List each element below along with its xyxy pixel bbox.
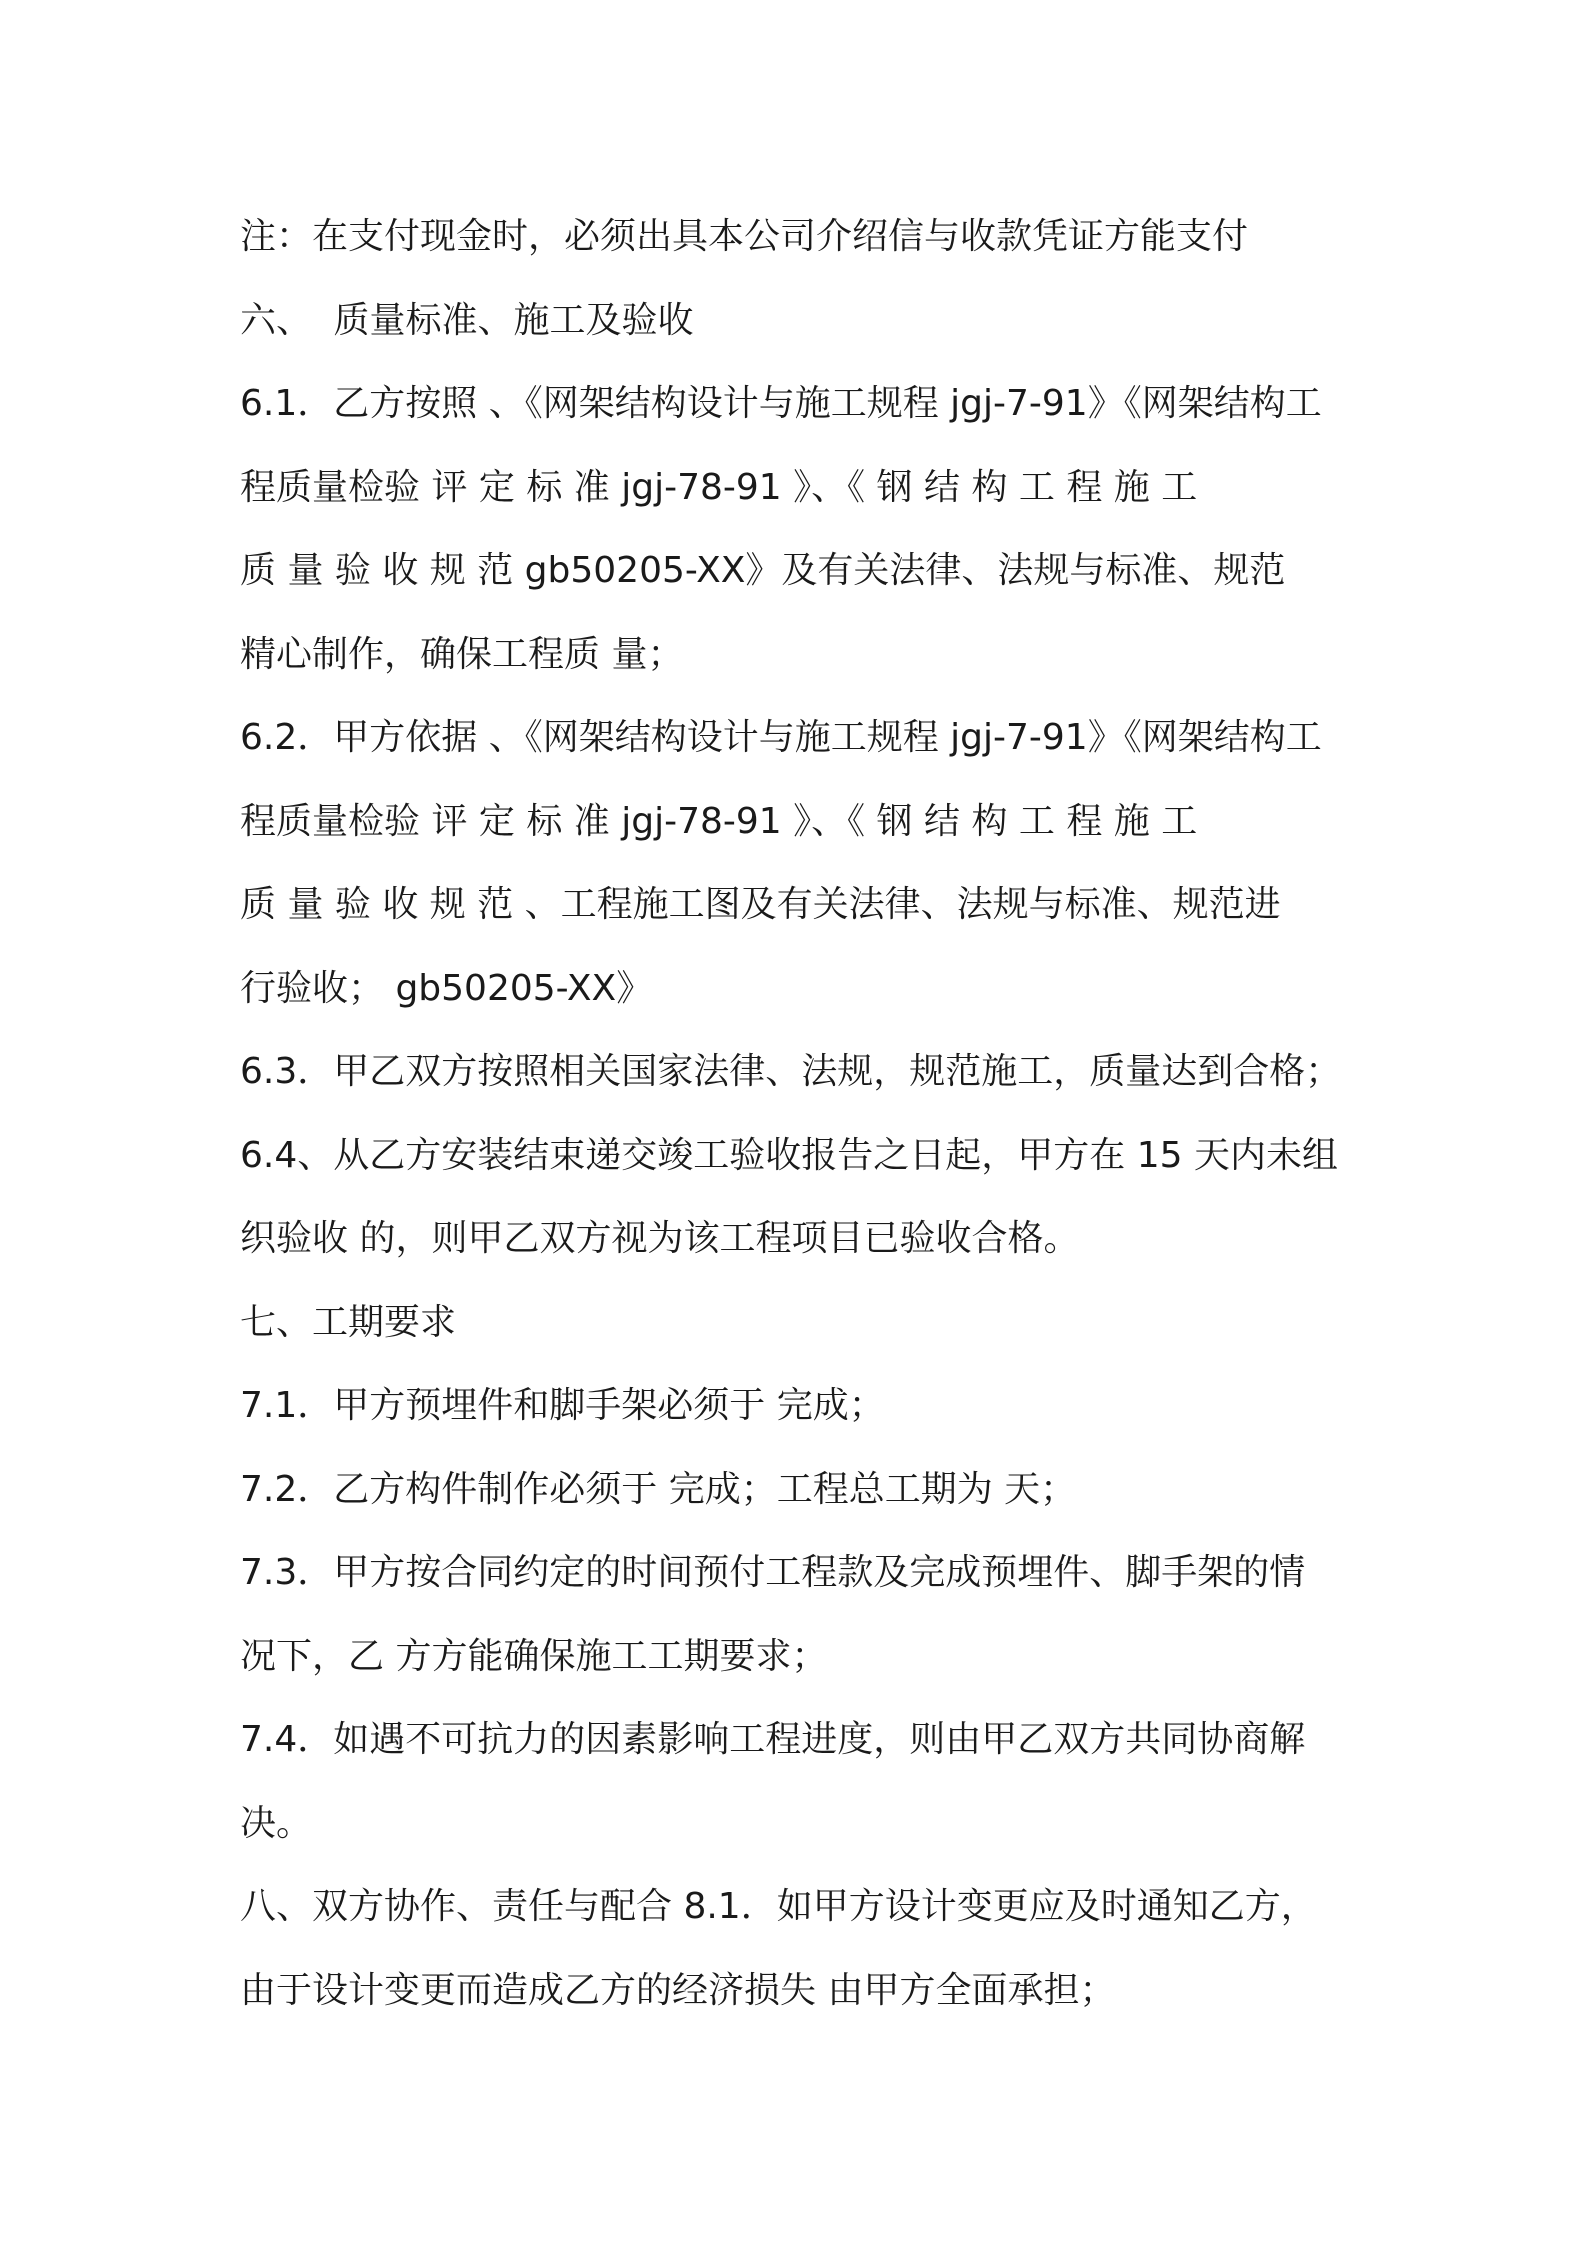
section-6-heading: 六、 质量标准、施工及验收 <box>240 299 694 341</box>
clause-7-1: 7.1．甲方预埋件和脚手架必须于 完成； <box>240 1385 885 1426</box>
document-body <box>240 195 1365 2032</box>
clause-7-3-line-2: 况下，乙 方方能确保施工工期要求； <box>240 1635 828 1677</box>
clause-7-4-line-1: 7.4．如遇不可抗力的因素影响工程进度，则由甲乙双方共同协商解 <box>240 1719 1306 1760</box>
clause-6-3: 6.3．甲乙双方按照相关国家法律、法规，规范施工，质量达到合格； <box>240 1051 1342 1092</box>
clause-7-2: 7.2．乙方构件制作必须于 完成；工程总工期为 天； <box>240 1468 1077 1510</box>
clause-6-2-line-4: 行验收； gb50205-XX》 <box>240 967 653 1009</box>
clause-6-4-line-2: 织验收 的，则甲乙双方视为该工程项目已验收合格。 <box>240 1218 1080 1259</box>
clause-7-4-line-2: 决。 <box>240 1802 313 1844</box>
clause-6-1-line-4: 精心制作，确保工程质 量； <box>240 633 684 675</box>
clause-6-1-line-2: 程质量检验 评 定 标 准 jgj-78-91 》、《 钢 结 构 工 程 施 工 <box>240 466 1198 508</box>
clause-6-1-line-1: 6.1．乙方按照 、《网架结构设计与施工规程 jgj-7-91》《网架结构工 <box>240 383 1322 424</box>
section-7-heading: 七、工期要求 <box>240 1301 457 1343</box>
clause-8-1-line-2: 由于设计变更而造成乙方的经济损失 由甲方全面承担； <box>240 1969 1116 2011</box>
clause-6-2-line-2: 程质量检验 评 定 标 准 jgj-78-91 》、《 钢 结 构 工 程 施 工 <box>240 800 1198 842</box>
section-8-heading-clause-8-1: 八、双方协作、责任与配合 8.1．如甲方设计变更应及时通知乙方， <box>240 1886 1317 1927</box>
clause-6-2-line-3: 质 量 验 收 规 范 、工程施工图及有关法律、法规与标准、规范进 <box>240 884 1281 925</box>
clause-6-1-line-3: 质 量 验 收 规 范 gb50205-XX》及有关法律、法规与标准、规范 <box>240 550 1286 591</box>
note-cash-payment: 注：在支付现金时，必须出具本公司介绍信与收款凭证方能支付 <box>240 216 1249 257</box>
clause-6-2-line-1: 6.2．甲方依据 、《网架结构设计与施工规程 jgj-7-91》《网架结构工 <box>240 717 1322 758</box>
clause-7-3-line-1: 7.3．甲方按合同约定的时间预付工程款及完成预埋件、脚手架的情 <box>240 1552 1306 1593</box>
clause-6-4-line-1: 6.4、从乙方安装结束递交竣工验收报告之日起，甲方在 15 天内未组 <box>240 1134 1338 1176</box>
